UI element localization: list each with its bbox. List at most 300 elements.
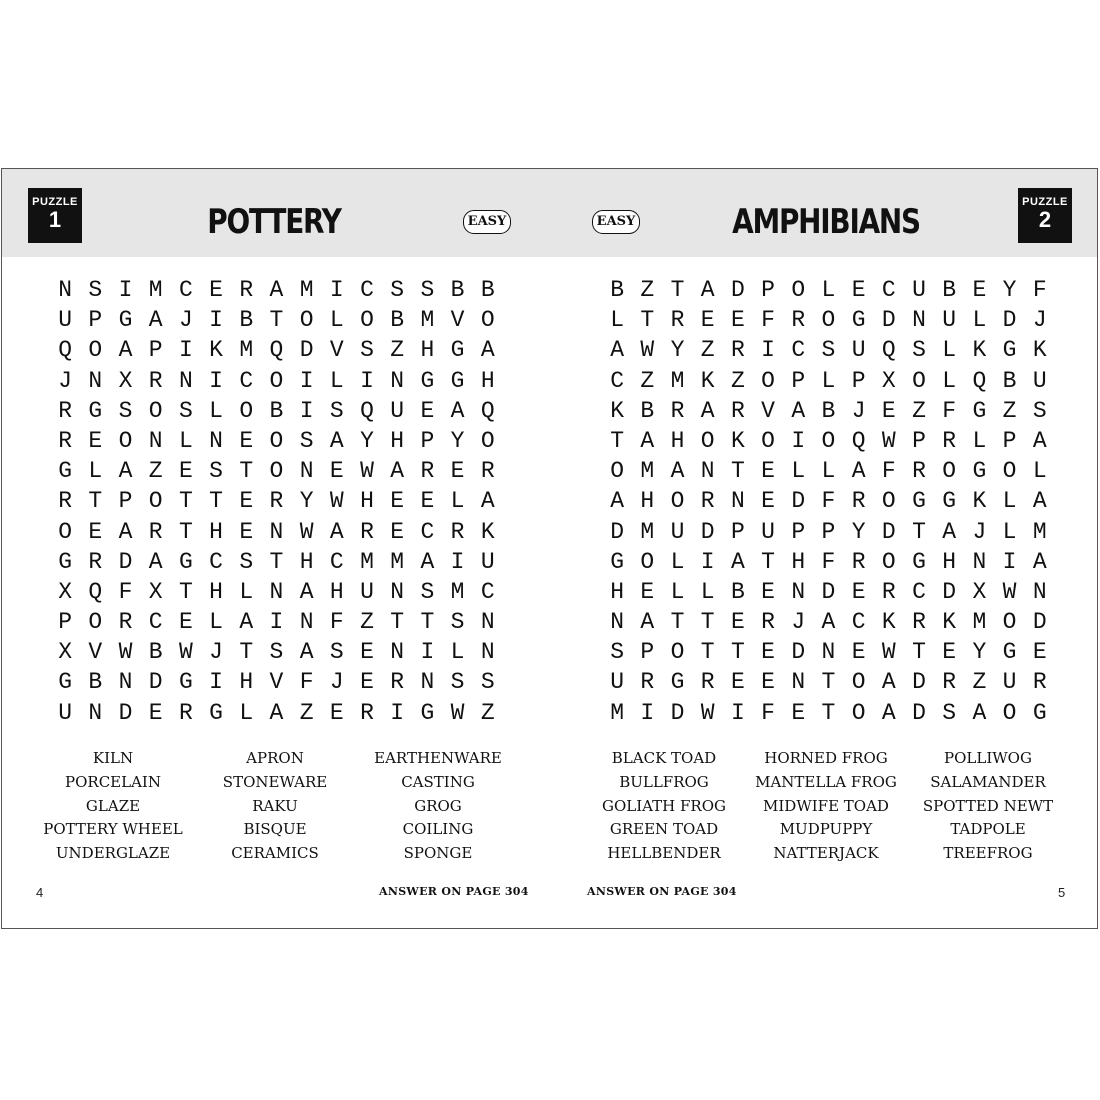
grid-letter: A [118, 518, 133, 545]
word-list-item: TREEFROG [943, 844, 1033, 863]
grid-letter: R [58, 397, 72, 424]
grid-letter: A [299, 578, 314, 605]
grid-letter: C [480, 578, 495, 605]
grid-letter: E [88, 427, 103, 454]
grid-letter: N [1032, 578, 1047, 605]
grid-row [50, 607, 503, 637]
grid-letter: O [148, 397, 163, 424]
grid-letter: F [118, 578, 133, 605]
book-spread [1, 168, 1098, 929]
grid-letter: R [942, 669, 957, 696]
grid-letter: K [700, 367, 715, 394]
grid-letter: P [851, 367, 866, 394]
grid-letter: T [239, 639, 254, 666]
grid-letter: E [972, 277, 987, 303]
grid-letter: K [972, 488, 987, 515]
grid-letter: C [610, 367, 624, 394]
grid-letter: E [390, 488, 405, 515]
grid-letter: S [360, 337, 374, 364]
grid-letter: M [640, 518, 655, 545]
grid-letter: R [58, 427, 72, 454]
grid-letter: T [670, 277, 685, 303]
grid-letter: G [610, 548, 624, 575]
grid-letter: K [480, 518, 495, 545]
page-number-right: 5 [1058, 885, 1066, 900]
grid-letter: H [420, 337, 435, 364]
grid-letter: A [730, 548, 745, 575]
grid-letter: I [118, 277, 133, 303]
grid-letter: L [1002, 518, 1017, 545]
grid-letter: S [420, 578, 435, 605]
grid-letter: J [972, 518, 987, 545]
grid-letter: O [610, 458, 624, 485]
grid-letter: H [390, 427, 405, 454]
grid-letter: G [450, 367, 465, 394]
grid-letter: R [700, 669, 715, 696]
grid-letter: U [390, 397, 405, 424]
grid-letter: C [148, 609, 163, 636]
grid-letter: R [942, 427, 957, 454]
grid-letter: J [329, 669, 344, 696]
grid-letter: M [360, 548, 374, 575]
grid-letter: Q [480, 397, 495, 424]
grid-letter: N [148, 427, 163, 454]
grid-letter: A [269, 699, 284, 726]
grid-letter: A [640, 609, 655, 636]
grid-letter: N [730, 488, 745, 515]
grid-letter: N [791, 669, 806, 696]
grid-letter: C [912, 578, 926, 605]
grid-letter: O [1002, 699, 1017, 726]
grid-letter: U [58, 307, 72, 334]
grid-letter: S [269, 639, 284, 666]
grid-letter: E [730, 307, 745, 334]
grid-letter: D [299, 337, 314, 364]
grid-letter: U [1002, 669, 1017, 696]
grid-letter: G [58, 669, 72, 696]
grid-letter: M [670, 367, 685, 394]
grid-row [602, 305, 1055, 335]
word-list-item: HORNED FROG [764, 749, 888, 767]
grid-letter: D [942, 578, 957, 605]
grid-letter: A [269, 277, 284, 303]
grid-letter: O [761, 367, 775, 394]
grid-letter: T [761, 548, 775, 575]
grid-letter: E [761, 669, 775, 696]
grid-letter: X [972, 578, 987, 605]
grid-letter: Z [360, 609, 374, 636]
grid-letter: N [390, 578, 405, 605]
grid-letter: L [1002, 488, 1017, 515]
grid-letter: N [821, 639, 836, 666]
grid-letter: S [912, 337, 926, 364]
grid-letter: E [360, 639, 374, 666]
grid-letter: E [239, 427, 254, 454]
grid-letter: A [821, 609, 836, 636]
grid-letter: L [239, 578, 254, 605]
grid-letter: M [450, 578, 465, 605]
grid-letter: E [791, 699, 806, 726]
grid-letter: G [450, 337, 465, 364]
word-list-item: APRON [246, 749, 304, 767]
grid-row [50, 486, 503, 516]
grid-letter: N [269, 578, 284, 605]
grid-letter: L [209, 609, 223, 636]
grid-letter: B [269, 397, 284, 424]
grid-letter: O [700, 427, 715, 454]
grid-letter: E [148, 699, 163, 726]
grid-letter: H [329, 578, 344, 605]
grid-letter: X [118, 367, 133, 394]
grid-letter: O [1002, 609, 1017, 636]
grid-letter: P [148, 337, 163, 364]
puzzle-number-left: 1 [48, 207, 62, 232]
grid-letter: E [881, 397, 896, 424]
word-list-item: SALAMANDER [930, 772, 1046, 791]
grid-letter: R [640, 669, 655, 696]
grid-row [602, 486, 1055, 516]
grid-row [50, 667, 503, 697]
grid-letter: R [420, 458, 435, 485]
grid-letter: T [610, 427, 624, 454]
word-list-item: POLLIWOG [944, 749, 1032, 767]
grid-letter: B [1002, 367, 1017, 394]
grid-letter: T [269, 548, 284, 575]
grid-letter: E [730, 669, 745, 696]
grid-letter: T [239, 458, 254, 485]
puzzle-label-right: PUZZLE [1022, 196, 1068, 208]
grid-letter: V [329, 337, 344, 364]
grid-row [602, 517, 1055, 547]
grid-letter: G [178, 548, 193, 575]
grid-letter: G [88, 397, 103, 424]
word-list-item: CERAMICS [231, 844, 319, 863]
grid-letter: S [239, 548, 254, 575]
grid-row [50, 275, 503, 305]
grid-letter: H [480, 367, 495, 394]
grid-letter: Y [360, 427, 374, 454]
grid-letter: O [269, 367, 284, 394]
grid-letter: D [148, 669, 163, 696]
letter-grid-right [602, 275, 1055, 728]
grid-letter: A [390, 458, 405, 485]
word-list-item: UNDERGLAZE [55, 844, 171, 863]
grid-row [50, 637, 503, 667]
grid-letter: O [1002, 458, 1017, 485]
grid-letter: D [118, 699, 133, 726]
word-list-right-col-3 [903, 747, 1073, 866]
word-list-item: CASTING [401, 772, 475, 791]
grid-letter: D [912, 699, 926, 726]
grid-letter: R [360, 699, 374, 726]
grid-letter: U [670, 518, 685, 545]
grid-letter: K [1032, 337, 1047, 364]
grid-letter: G [58, 548, 72, 575]
grid-letter: E [420, 488, 435, 515]
grid-letter: Z [640, 277, 655, 303]
grid-letter: N [299, 458, 314, 485]
grid-letter: A [299, 639, 314, 666]
grid-letter: S [118, 397, 133, 424]
word-list-item: BULLFROG [619, 772, 709, 791]
grid-letter: R [912, 458, 926, 485]
grid-letter: Z [390, 337, 405, 364]
grid-letter: U [942, 307, 957, 334]
grid-letter: G [1032, 699, 1047, 726]
grid-letter: O [239, 397, 254, 424]
grid-letter: W [360, 458, 374, 485]
grid-letter: K [972, 337, 987, 364]
grid-letter: N [58, 277, 72, 303]
word-list-item: NATTERJACK [773, 844, 879, 863]
word-list-item: BLACK TOAD [611, 749, 717, 767]
grid-letter: T [912, 518, 926, 545]
grid-letter: S [329, 639, 344, 666]
grid-letter: X [58, 639, 72, 666]
grid-letter: T [88, 488, 103, 515]
grid-letter: A [480, 488, 495, 515]
grid-letter: T [178, 578, 193, 605]
grid-letter: E [942, 639, 957, 666]
grid-letter: L [329, 307, 344, 334]
grid-letter: W [881, 639, 896, 666]
grid-letter: L [821, 277, 836, 303]
grid-letter: S [88, 277, 103, 303]
grid-letter: I [1002, 548, 1017, 575]
grid-letter: E [329, 458, 344, 485]
grid-letter: E [851, 277, 866, 303]
grid-letter: L [942, 367, 957, 394]
grid-letter: M [972, 609, 987, 636]
word-list-item: GROG [414, 796, 462, 815]
grid-letter: L [972, 307, 987, 334]
grid-letter: L [178, 427, 193, 454]
grid-letter: N [88, 367, 103, 394]
grid-letter: G [58, 458, 72, 485]
grid-letter: P [420, 427, 435, 454]
grid-letter: R [269, 488, 284, 515]
grid-letter: S [329, 397, 344, 424]
answer-note-right: ANSWER ON PAGE 304 [587, 885, 737, 898]
grid-letter: H [640, 488, 655, 515]
grid-letter: M [420, 307, 435, 334]
word-list-item: HELLBENDER [607, 844, 721, 863]
grid-letter: I [700, 548, 715, 575]
grid-letter: T [390, 609, 405, 636]
grid-letter: O [851, 699, 866, 726]
word-list-item: PORCELAIN [65, 772, 161, 791]
word-list-item: MUDPUPPY [779, 820, 873, 839]
grid-letter: N [972, 548, 987, 575]
grid-letter: U [360, 578, 374, 605]
grid-letter: P [791, 367, 806, 394]
grid-letter: T [912, 639, 926, 666]
word-list-right-col-1 [579, 747, 749, 866]
grid-letter: N [480, 639, 495, 666]
grid-letter: R [178, 699, 193, 726]
grid-letter: U [480, 548, 495, 575]
grid-letter: A [239, 609, 254, 636]
grid-letter: H [670, 427, 685, 454]
grid-letter: G [972, 397, 987, 424]
word-list-left-col-1 [28, 747, 198, 866]
grid-letter: R [118, 609, 133, 636]
grid-letter: A [420, 548, 435, 575]
grid-letter: S [450, 669, 465, 696]
grid-letter: O [821, 307, 836, 334]
grid-letter: M [299, 277, 314, 303]
grid-letter: A [480, 337, 495, 364]
grid-letter: C [209, 548, 223, 575]
grid-letter: Z [700, 337, 715, 364]
grid-letter: N [269, 518, 284, 545]
letter-grid-left [50, 275, 503, 728]
grid-letter: Z [912, 397, 926, 424]
grid-letter: G [178, 669, 193, 696]
grid-letter: V [269, 669, 284, 696]
grid-letter: V [88, 639, 103, 666]
grid-letter: R [1032, 669, 1047, 696]
grid-letter: L [450, 639, 465, 666]
grid-letter: T [700, 609, 715, 636]
grid-letter: B [390, 307, 405, 334]
grid-letter: G [1002, 639, 1017, 666]
grid-letter: S [450, 609, 465, 636]
grid-letter: C [178, 277, 193, 303]
grid-letter: R [670, 397, 685, 424]
grid-letter: A [700, 277, 715, 303]
grid-letter: S [299, 427, 314, 454]
grid-letter: O [942, 458, 957, 485]
grid-letter: Y [450, 427, 465, 454]
grid-letter: S [178, 397, 193, 424]
grid-letter: E [851, 578, 866, 605]
word-list-item: SPOTTED NEWT [922, 796, 1054, 815]
word-list-item: RAKU [252, 796, 298, 815]
grid-letter: H [239, 669, 254, 696]
grid-letter: I [299, 397, 314, 424]
grid-row [602, 698, 1055, 728]
grid-letter: E [239, 488, 254, 515]
grid-row [50, 366, 503, 396]
grid-letter: E [209, 277, 223, 303]
grid-letter: M [640, 458, 655, 485]
grid-letter: P [1002, 427, 1017, 454]
grid-letter: M [148, 277, 163, 303]
difficulty-badge-right: EASY [592, 210, 640, 234]
grid-row [602, 607, 1055, 637]
grid-letter: L [88, 458, 103, 485]
grid-letter: A [329, 427, 344, 454]
grid-letter: D [912, 669, 926, 696]
grid-letter: I [269, 609, 284, 636]
grid-letter: E [640, 578, 655, 605]
word-list-right-col-2 [741, 747, 911, 866]
grid-letter: G [851, 307, 866, 334]
grid-letter: V [761, 397, 775, 424]
grid-letter: T [178, 488, 193, 515]
grid-letter: L [821, 458, 836, 485]
grid-letter: L [1032, 458, 1047, 485]
grid-letter: I [390, 699, 405, 726]
grid-letter: I [450, 548, 465, 575]
grid-letter: L [972, 427, 987, 454]
grid-letter: N [791, 578, 806, 605]
grid-letter: Z [148, 458, 163, 485]
grid-letter: D [730, 277, 745, 303]
grid-letter: U [1032, 367, 1047, 394]
grid-letter: Y [851, 518, 866, 545]
grid-letter: L [209, 397, 223, 424]
grid-letter: I [761, 337, 775, 364]
grid-letter: A [851, 458, 866, 485]
grid-letter: H [209, 578, 223, 605]
grid-row [50, 547, 503, 577]
grid-letter: X [58, 578, 72, 605]
grid-letter: U [761, 518, 775, 545]
grid-letter: P [912, 427, 926, 454]
grid-letter: P [118, 488, 133, 515]
grid-letter: X [148, 578, 163, 605]
grid-letter: G [912, 548, 926, 575]
grid-letter: R [360, 518, 374, 545]
grid-letter: O [360, 307, 374, 334]
puzzle-number-right: 2 [1038, 207, 1052, 232]
grid-letter: T [670, 609, 685, 636]
grid-letter: B [730, 578, 745, 605]
grid-letter: A [942, 518, 957, 545]
grid-letter: K [209, 337, 223, 364]
grid-letter: O [640, 548, 655, 575]
grid-letter: G [912, 488, 926, 515]
grid-letter: Q [269, 337, 284, 364]
grid-letter: J [851, 397, 866, 424]
grid-letter: T [730, 639, 745, 666]
grid-letter: R [58, 488, 72, 515]
answer-note-left: ANSWER ON PAGE 304 [379, 885, 529, 898]
grid-row [602, 426, 1055, 456]
grid-row [602, 667, 1055, 697]
grid-letter: O [912, 367, 926, 394]
grid-row [50, 517, 503, 547]
grid-letter: L [239, 699, 254, 726]
grid-letter: D [610, 518, 624, 545]
grid-letter: D [1002, 307, 1017, 334]
grid-letter: D [881, 518, 896, 545]
word-list-item: KILN [92, 749, 134, 767]
grid-letter: P [58, 609, 72, 636]
grid-letter: M [390, 548, 405, 575]
grid-letter: N [88, 699, 103, 726]
grid-letter: R [450, 518, 465, 545]
word-list-item: MIDWIFE TOAD [763, 796, 889, 815]
grid-letter: R [148, 367, 163, 394]
grid-letter: P [730, 518, 745, 545]
grid-letter: S [420, 277, 435, 303]
word-list-item: TADPOLE [950, 820, 1026, 839]
grid-letter: T [209, 488, 223, 515]
grid-letter: N [118, 669, 133, 696]
grid-letter: B [239, 307, 254, 334]
grid-letter: I [299, 367, 314, 394]
grid-letter: A [118, 337, 133, 364]
grid-letter: E [1032, 639, 1047, 666]
puzzle-badge-left [28, 188, 82, 243]
grid-letter: O [851, 669, 866, 696]
grid-letter: I [329, 277, 344, 303]
grid-letter: I [360, 367, 374, 394]
grid-letter: O [881, 548, 896, 575]
